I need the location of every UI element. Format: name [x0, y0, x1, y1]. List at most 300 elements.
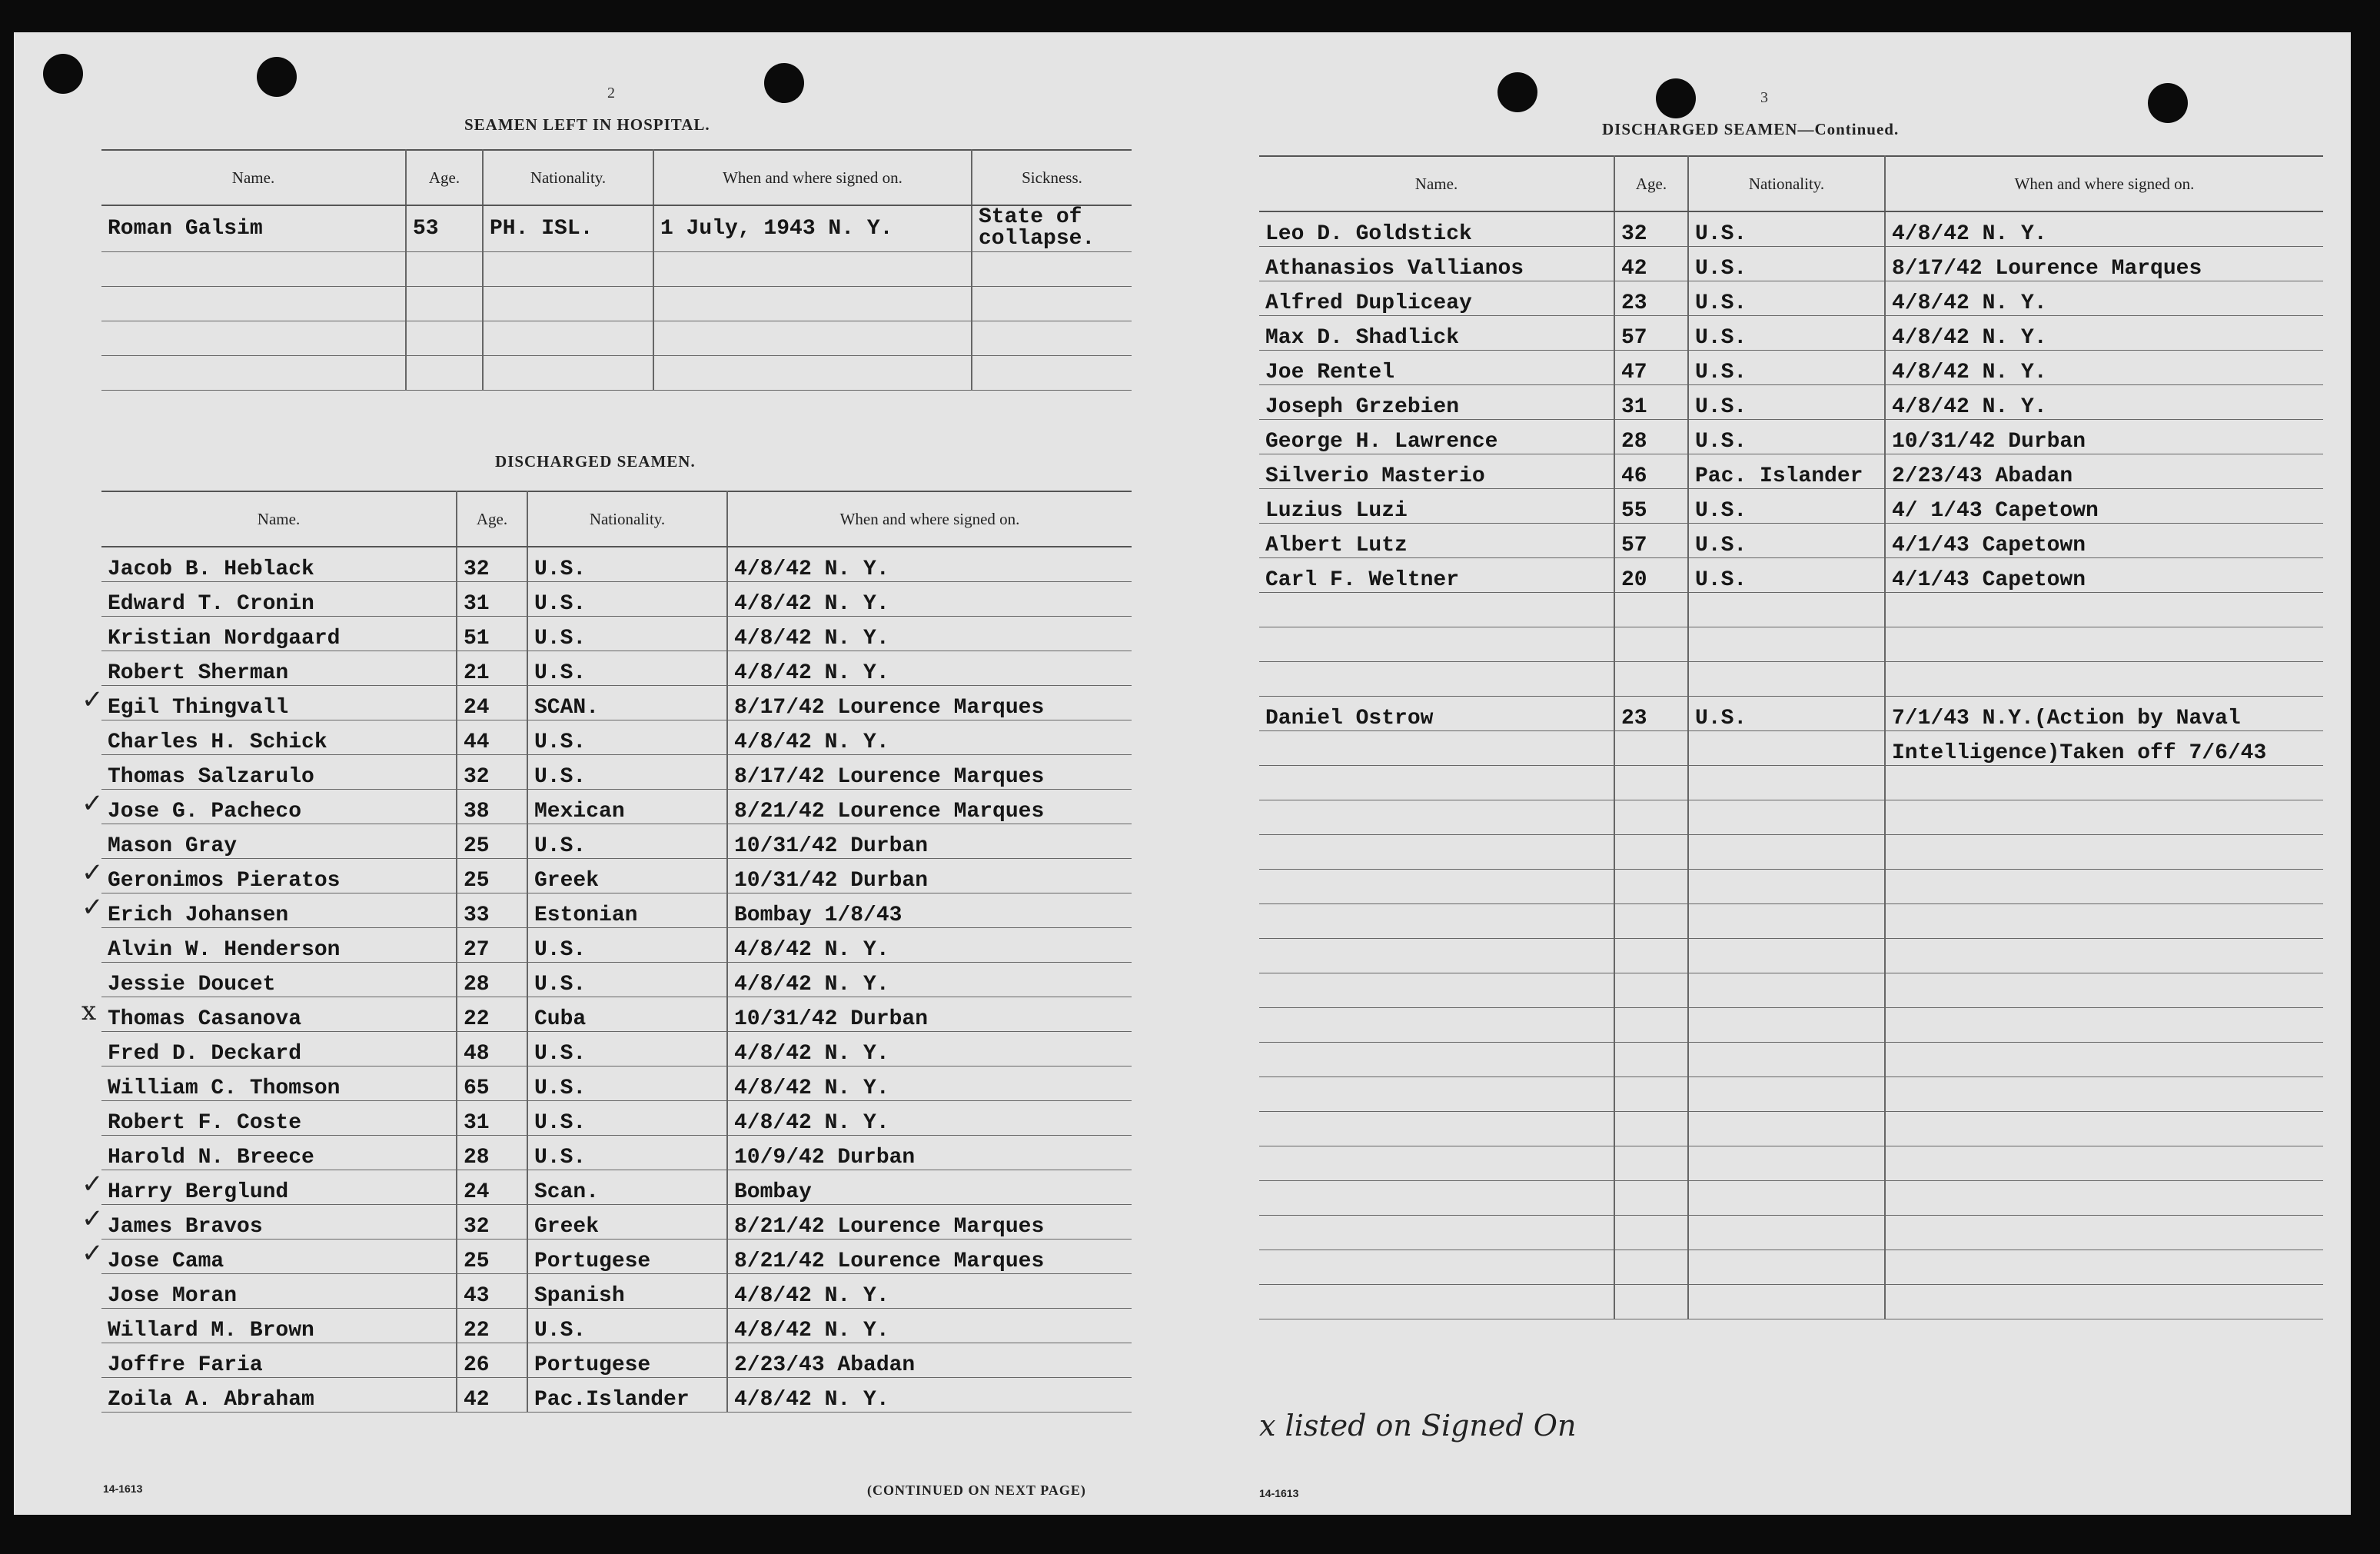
- tally-mark: ✓: [81, 1238, 104, 1269]
- discharged-row: [1259, 800, 2323, 835]
- seaman-name: [101, 824, 457, 859]
- seaman-name: [1259, 1008, 1614, 1043]
- seaman-name: Silverio Masterio: [1259, 454, 1614, 489]
- seaman-signed-on: [1885, 939, 2323, 973]
- hospital-col-name: Name.: [101, 150, 406, 205]
- seaman-name: [81, 892, 457, 928]
- seaman-signed-on: [1885, 627, 2323, 662]
- seaman-name: [1259, 1077, 1614, 1112]
- seaman-signed-on: [1885, 1216, 2323, 1250]
- seaman-age: [1614, 973, 1688, 1008]
- seaman-nationality: [1688, 973, 1885, 1008]
- seaman-age: 31: [457, 1101, 527, 1136]
- seaman-name: Max D. Shadlick: [1259, 316, 1614, 351]
- seaman-age: 46: [1614, 454, 1688, 489]
- discharged-col-nationality: Nationality.: [527, 491, 727, 547]
- seaman-nationality: [1688, 1181, 1885, 1216]
- seaman-nationality: U.S.: [1688, 524, 1885, 558]
- seaman-name: [101, 547, 457, 582]
- seaman-nationality: U.S.: [1688, 420, 1885, 454]
- hospital-col-age: Age.: [406, 150, 483, 205]
- seaman-name: [1259, 904, 1614, 939]
- seaman-signed-on: 8/21/42 Lourence Marques: [727, 1205, 1132, 1240]
- seaman-age: [1614, 1008, 1688, 1043]
- discharged-row: [1259, 524, 2323, 558]
- seaman-nationality: U.S.: [527, 963, 727, 997]
- seaman-name: Joe Rentel: [1259, 351, 1614, 385]
- seaman-nationality: [1688, 904, 1885, 939]
- hospital-blank-row: [101, 321, 1132, 355]
- seaman-name: [101, 1343, 457, 1378]
- discharged-row: [1259, 904, 2323, 939]
- discharged-row: [1259, 1146, 2323, 1181]
- seaman-name: [101, 1136, 457, 1170]
- tally-mark: ✓: [81, 788, 104, 819]
- seaman-nationality: U.S.: [1688, 316, 1885, 351]
- seaman-name: [101, 582, 457, 617]
- seaman-nationality: [1688, 766, 1885, 800]
- discharged-row: [1259, 973, 2323, 1008]
- seaman-name: [101, 651, 457, 686]
- seaman-age: 43: [457, 1274, 527, 1309]
- discharged-row: [1259, 1181, 2323, 1216]
- discharged-row: [1259, 1285, 2323, 1319]
- seaman-age: 42: [1614, 247, 1688, 281]
- seaman-age: [1614, 870, 1688, 904]
- seaman-age: 28: [457, 1136, 527, 1170]
- discharged-row: [101, 893, 1132, 928]
- discharged-row: [1259, 1077, 2323, 1112]
- seaman-signed-on: 10/9/42 Durban: [727, 1136, 1132, 1170]
- seaman-nationality: [1688, 1077, 1885, 1112]
- hospital-col-nationality: Nationality.: [483, 150, 653, 205]
- seaman-age: 48: [457, 1032, 527, 1067]
- punch-hole: [2148, 83, 2188, 123]
- seaman-nationality: [1688, 1043, 1885, 1077]
- seaman-age: 57: [1614, 316, 1688, 351]
- tally-mark: x: [81, 996, 97, 1027]
- seaman-age: 32: [457, 755, 527, 790]
- seaman-name-text: Alvin W. Henderson: [108, 938, 341, 962]
- seaman-signed-on: 2/23/43 Abadan: [727, 1343, 1132, 1378]
- seaman-signed-on: 4/8/42 N. Y.: [1885, 211, 2323, 247]
- seaman-nationality: U.S.: [527, 824, 727, 859]
- seaman-nationality: Greek: [527, 1205, 727, 1240]
- discharged-row: [1259, 627, 2323, 662]
- seaman-nationality: [1688, 939, 1885, 973]
- seaman-age: 51: [457, 617, 527, 651]
- seaman-nationality: U.S.: [527, 582, 727, 617]
- seaman-signed-on: [1885, 1043, 2323, 1077]
- hospital-col-signed-on: When and where signed on.: [653, 150, 972, 205]
- seaman-signed-on: [1885, 1146, 2323, 1181]
- discharged-col-age: Age.: [457, 491, 527, 547]
- seaman-name-text: Zoila A. Abraham: [108, 1388, 314, 1412]
- seaman-nationality: U.S.: [1688, 385, 1885, 420]
- seaman-nationality: Portugese: [527, 1343, 727, 1378]
- seaman-nationality: U.S.: [527, 755, 727, 790]
- discharged-row: [1259, 593, 2323, 627]
- seaman-name-text: Geronimos Pieratos: [108, 869, 341, 893]
- seaman-nationality: U.S.: [1688, 247, 1885, 281]
- seaman-signed-on: [1885, 800, 2323, 835]
- seaman-name: [81, 1169, 457, 1205]
- hospital-sickness: State of collapse.: [972, 205, 1132, 251]
- seaman-name: George H. Lawrence: [1259, 420, 1614, 454]
- seaman-name: [1259, 1112, 1614, 1146]
- discharged-row: [1259, 766, 2323, 800]
- seaman-signed-on: [1885, 870, 2323, 904]
- seaman-age: [1614, 1112, 1688, 1146]
- seaman-age: 57: [1614, 524, 1688, 558]
- seaman-nationality: Estonian: [527, 893, 727, 928]
- seaman-nationality: U.S.: [1688, 697, 1885, 731]
- seaman-age: [1614, 627, 1688, 662]
- hospital-table: [101, 149, 1132, 391]
- seaman-name-text: Robert F. Coste: [108, 1111, 302, 1135]
- seaman-name: Daniel Ostrow: [1259, 697, 1614, 731]
- seaman-signed-on: 4/8/42 N. Y.: [727, 1378, 1132, 1413]
- discharged-row: [101, 1309, 1132, 1343]
- seaman-name: [1259, 1146, 1614, 1181]
- seaman-name: [1259, 1216, 1614, 1250]
- seaman-name-text: Jose Cama: [108, 1250, 224, 1273]
- seaman-signed-on: 4/8/42 N. Y.: [1885, 281, 2323, 316]
- hospital-blank-row: [101, 355, 1132, 390]
- seaman-name: [1259, 870, 1614, 904]
- seaman-nationality: U.S.: [527, 1309, 727, 1343]
- seaman-name-text: Edward T. Cronin: [108, 592, 314, 616]
- seaman-signed-on: 10/31/42 Durban: [727, 859, 1132, 893]
- seaman-age: 23: [1614, 281, 1688, 316]
- right-col-age: Age.: [1614, 156, 1688, 211]
- discharged-row: [1259, 454, 2323, 489]
- hospital-nationality: PH. ISL.: [483, 205, 653, 251]
- seaman-name: [101, 1032, 457, 1067]
- seaman-signed-on: 4/1/43 Capetown: [1885, 558, 2323, 593]
- seaman-signed-on: 4/ 1/43 Capetown: [1885, 489, 2323, 524]
- seaman-name: [81, 996, 457, 1032]
- discharged-row: [1259, 870, 2323, 904]
- discharged-row: [1259, 939, 2323, 973]
- document-sheet: [14, 32, 2351, 1515]
- seaman-age: [1614, 1043, 1688, 1077]
- seaman-age: 44: [457, 720, 527, 755]
- seaman-name-text: Egil Thingvall: [108, 696, 289, 720]
- seaman-signed-on: 8/21/42 Lourence Marques: [727, 1240, 1132, 1274]
- discharged-row: [1259, 489, 2323, 524]
- seaman-nationality: Portugese: [527, 1240, 727, 1274]
- punch-hole: [43, 54, 83, 94]
- discharged-row: [1259, 1250, 2323, 1285]
- seaman-signed-on: [1885, 1008, 2323, 1043]
- seaman-age: 38: [457, 790, 527, 824]
- seaman-age: 25: [457, 824, 527, 859]
- discharged-row: [1259, 385, 2323, 420]
- seaman-name-text: Jose G. Pacheco: [108, 800, 302, 824]
- seaman-age: 32: [457, 547, 527, 582]
- discharged-row: [1259, 1216, 2323, 1250]
- hospital-row: [101, 205, 1132, 251]
- seaman-name: [1259, 1250, 1614, 1285]
- seaman-name: [101, 1378, 457, 1413]
- seaman-signed-on: 4/8/42 N. Y.: [727, 547, 1132, 582]
- seaman-signed-on: 7/1/43 N.Y.(Action by Naval: [1885, 697, 2323, 731]
- seaman-signed-on: Intelligence)Taken off 7/6/43: [1885, 731, 2323, 766]
- seaman-signed-on: [1885, 973, 2323, 1008]
- seaman-name: [81, 684, 457, 720]
- hospital-age: 53: [406, 205, 483, 251]
- seaman-nationality: [1688, 835, 1885, 870]
- punch-hole: [764, 63, 804, 103]
- discharged-row: [101, 1240, 1132, 1274]
- seaman-name: Alfred Dupliceay: [1259, 281, 1614, 316]
- seaman-signed-on: [1885, 593, 2323, 627]
- seaman-name: [101, 1309, 457, 1343]
- discharged-row: [1259, 697, 2323, 731]
- seaman-nationality: [1688, 662, 1885, 697]
- seaman-nationality: U.S.: [1688, 558, 1885, 593]
- seaman-signed-on: 4/8/42 N. Y.: [727, 1032, 1132, 1067]
- seaman-name: [1259, 766, 1614, 800]
- seaman-age: 21: [457, 651, 527, 686]
- seaman-name-text: Erich Johansen: [108, 903, 289, 927]
- discharged-row: [1259, 420, 2323, 454]
- discharged-row: [1259, 731, 2323, 766]
- discharged-row: [101, 824, 1132, 859]
- seaman-signed-on: 4/8/42 N. Y.: [727, 1101, 1132, 1136]
- seaman-name: [1259, 731, 1614, 766]
- seaman-signed-on: [1885, 1250, 2323, 1285]
- discharged-row: [101, 582, 1132, 617]
- seaman-signed-on: 4/8/42 N. Y.: [727, 1274, 1132, 1309]
- hospital-blank-row: [101, 286, 1132, 321]
- discharged-section-title: DISCHARGED SEAMEN.: [495, 452, 696, 471]
- seaman-name: Leo D. Goldstick: [1259, 211, 1614, 247]
- seaman-signed-on: [1885, 835, 2323, 870]
- seaman-age: 24: [457, 686, 527, 720]
- punch-hole: [1656, 78, 1696, 118]
- seaman-name: [81, 1238, 457, 1274]
- seaman-name: [101, 963, 457, 997]
- seaman-nationality: U.S.: [527, 720, 727, 755]
- seaman-nationality: [1688, 1285, 1885, 1319]
- seaman-age: [1614, 1077, 1688, 1112]
- seaman-signed-on: [1885, 766, 2323, 800]
- left-page-number: 2: [607, 85, 615, 101]
- seaman-name: [1259, 593, 1614, 627]
- discharged-row: [1259, 558, 2323, 593]
- seaman-signed-on: 4/8/42 N. Y.: [1885, 351, 2323, 385]
- seaman-nationality: U.S.: [527, 1101, 727, 1136]
- seaman-name: [1259, 939, 1614, 973]
- seaman-name: [101, 755, 457, 790]
- seaman-nationality: U.S.: [527, 1136, 727, 1170]
- seaman-signed-on: [1885, 904, 2323, 939]
- seaman-name: [101, 720, 457, 755]
- hospital-col-sickness: Sickness.: [972, 150, 1132, 205]
- discharged-row: [1259, 1112, 2323, 1146]
- seaman-signed-on: 2/23/43 Abadan: [1885, 454, 2323, 489]
- seaman-name-text: Robert Sherman: [108, 661, 289, 685]
- continued-note: (CONTINUED ON NEXT PAGE): [867, 1482, 1086, 1498]
- seaman-name: [1259, 662, 1614, 697]
- hospital-name: Roman Galsim: [101, 205, 406, 251]
- seaman-age: 26: [457, 1343, 527, 1378]
- right-col-signed-on: When and where signed on.: [1885, 156, 2323, 211]
- seaman-name-text: Joffre Faria: [108, 1353, 263, 1377]
- discharged-row: [1259, 281, 2323, 316]
- right-col-nationality: Nationality.: [1688, 156, 1885, 211]
- seaman-signed-on: 4/8/42 N. Y.: [727, 963, 1132, 997]
- discharged-row: [101, 755, 1132, 790]
- discharged-row: [101, 1343, 1132, 1378]
- seaman-nationality: [1688, 870, 1885, 904]
- seaman-signed-on: 4/8/42 N. Y.: [727, 582, 1132, 617]
- right-col-name: Name.: [1259, 156, 1614, 211]
- seaman-name-text: William C. Thomson: [108, 1076, 341, 1100]
- seaman-age: [1614, 662, 1688, 697]
- seaman-signed-on: 8/21/42 Lourence Marques: [727, 790, 1132, 824]
- seaman-nationality: U.S.: [1688, 281, 1885, 316]
- seaman-nationality: [1688, 627, 1885, 662]
- seaman-age: 20: [1614, 558, 1688, 593]
- seaman-signed-on: 4/1/43 Capetown: [1885, 524, 2323, 558]
- seaman-age: 28: [457, 963, 527, 997]
- seaman-nationality: Pac.Islander: [527, 1378, 727, 1413]
- discharged-row: [101, 963, 1132, 997]
- seaman-nationality: U.S.: [527, 617, 727, 651]
- seaman-nationality: U.S.: [527, 651, 727, 686]
- seaman-age: 22: [457, 1309, 527, 1343]
- discharged-col-signed-on: When and where signed on.: [727, 491, 1132, 547]
- seaman-signed-on: 10/31/42 Durban: [1885, 420, 2323, 454]
- seaman-signed-on: 4/8/42 N. Y.: [1885, 385, 2323, 420]
- handwritten-note: x listed on Signed On: [1259, 1409, 1577, 1443]
- hospital-section-title: SEAMEN LEFT IN HOSPITAL.: [464, 115, 710, 134]
- seaman-nationality: U.S.: [1688, 489, 1885, 524]
- seaman-signed-on: 4/8/42 N. Y.: [727, 617, 1132, 651]
- seaman-signed-on: [1885, 1077, 2323, 1112]
- seaman-nationality: [1688, 800, 1885, 835]
- seaman-signed-on: [1885, 1285, 2323, 1319]
- seaman-name-text: Jose Moran: [108, 1284, 238, 1308]
- seaman-nationality: [1688, 731, 1885, 766]
- seaman-name: [101, 1067, 457, 1101]
- seaman-name: [101, 1274, 457, 1309]
- seaman-age: [1614, 939, 1688, 973]
- seaman-age: [1614, 766, 1688, 800]
- seaman-age: [1614, 1146, 1688, 1181]
- seaman-signed-on: [1885, 1112, 2323, 1146]
- seaman-nationality: Mexican: [527, 790, 727, 824]
- seaman-name-text: Harold N. Breece: [108, 1146, 314, 1170]
- discharged-row: [1259, 1008, 2323, 1043]
- seaman-nationality: U.S.: [527, 1067, 727, 1101]
- seaman-name: [81, 1203, 457, 1240]
- seaman-age: 27: [457, 928, 527, 963]
- seaman-age: [1614, 1216, 1688, 1250]
- hospital-signed-on: 1 July, 1943 N. Y.: [653, 205, 972, 251]
- seaman-nationality: [1688, 1250, 1885, 1285]
- seaman-name-text: Willard M. Brown: [108, 1319, 314, 1343]
- discharged-row: [1259, 316, 2323, 351]
- seaman-age: 32: [457, 1205, 527, 1240]
- left-form-number: 14-1613: [103, 1482, 143, 1495]
- seaman-name: [1259, 973, 1614, 1008]
- seaman-name: [81, 788, 457, 824]
- seaman-age: [1614, 835, 1688, 870]
- seaman-nationality: [1688, 1216, 1885, 1250]
- seaman-signed-on: Bombay: [727, 1170, 1132, 1205]
- right-section-title: DISCHARGED SEAMEN—Continued.: [1602, 120, 1900, 138]
- seaman-name: [1259, 1043, 1614, 1077]
- seaman-name: [1259, 1181, 1614, 1216]
- seaman-signed-on: 4/8/42 N. Y.: [727, 928, 1132, 963]
- seaman-signed-on: 4/8/42 N. Y.: [727, 1067, 1132, 1101]
- discharged-row: [1259, 662, 2323, 697]
- seaman-nationality: [1688, 1112, 1885, 1146]
- discharged-table: [81, 491, 1132, 1413]
- tally-mark: ✓: [81, 1203, 104, 1234]
- seaman-name: [101, 617, 457, 651]
- seaman-nationality: U.S.: [527, 547, 727, 582]
- seaman-signed-on: 4/8/42 N. Y.: [1885, 316, 2323, 351]
- seaman-name: [1259, 627, 1614, 662]
- discharged-row: [101, 859, 1132, 893]
- seaman-nationality: U.S.: [1688, 211, 1885, 247]
- discharged-row: [101, 720, 1132, 755]
- seaman-signed-on: 4/8/42 N. Y.: [727, 1309, 1132, 1343]
- discharged-row: [1259, 1043, 2323, 1077]
- seaman-name-text: Harry Berglund: [108, 1180, 289, 1204]
- seaman-name: Joseph Grzebien: [1259, 385, 1614, 420]
- seaman-nationality: Pac. Islander: [1688, 454, 1885, 489]
- discharged-row: [101, 686, 1132, 720]
- discharged-row: [101, 1067, 1132, 1101]
- seaman-signed-on: 8/17/42 Lourence Marques: [727, 686, 1132, 720]
- seaman-name: Carl F. Weltner: [1259, 558, 1614, 593]
- discharged-row: [1259, 247, 2323, 281]
- seaman-age: 24: [457, 1170, 527, 1205]
- seaman-name-text: Fred D. Deckard: [108, 1042, 302, 1066]
- discharged-row: [1259, 211, 2323, 247]
- seaman-name: Albert Lutz: [1259, 524, 1614, 558]
- seaman-name: [101, 928, 457, 963]
- seaman-age: 33: [457, 893, 527, 928]
- discharged-row: [101, 1136, 1132, 1170]
- seaman-name: [101, 1101, 457, 1136]
- discharged-row: [1259, 351, 2323, 385]
- seaman-nationality: Spanish: [527, 1274, 727, 1309]
- seaman-signed-on: 10/31/42 Durban: [727, 824, 1132, 859]
- seaman-nationality: [1688, 1146, 1885, 1181]
- seaman-name: [1259, 1285, 1614, 1319]
- seaman-nationality: Scan.: [527, 1170, 727, 1205]
- seaman-signed-on: 8/17/42 Lourence Marques: [1885, 247, 2323, 281]
- seaman-age: [1614, 1181, 1688, 1216]
- seaman-name: [1259, 800, 1614, 835]
- discharged-row: [101, 617, 1132, 651]
- seaman-name-text: Mason Gray: [108, 834, 238, 858]
- seaman-age: 25: [457, 1240, 527, 1274]
- seaman-age: [1614, 1250, 1688, 1285]
- seaman-signed-on: 10/31/42 Durban: [727, 997, 1132, 1032]
- seaman-name-text: Charles H. Schick: [108, 730, 327, 754]
- discharged-row: [101, 790, 1132, 824]
- seaman-name-text: Thomas Casanova: [108, 1007, 302, 1031]
- tally-mark: ✓: [81, 684, 104, 715]
